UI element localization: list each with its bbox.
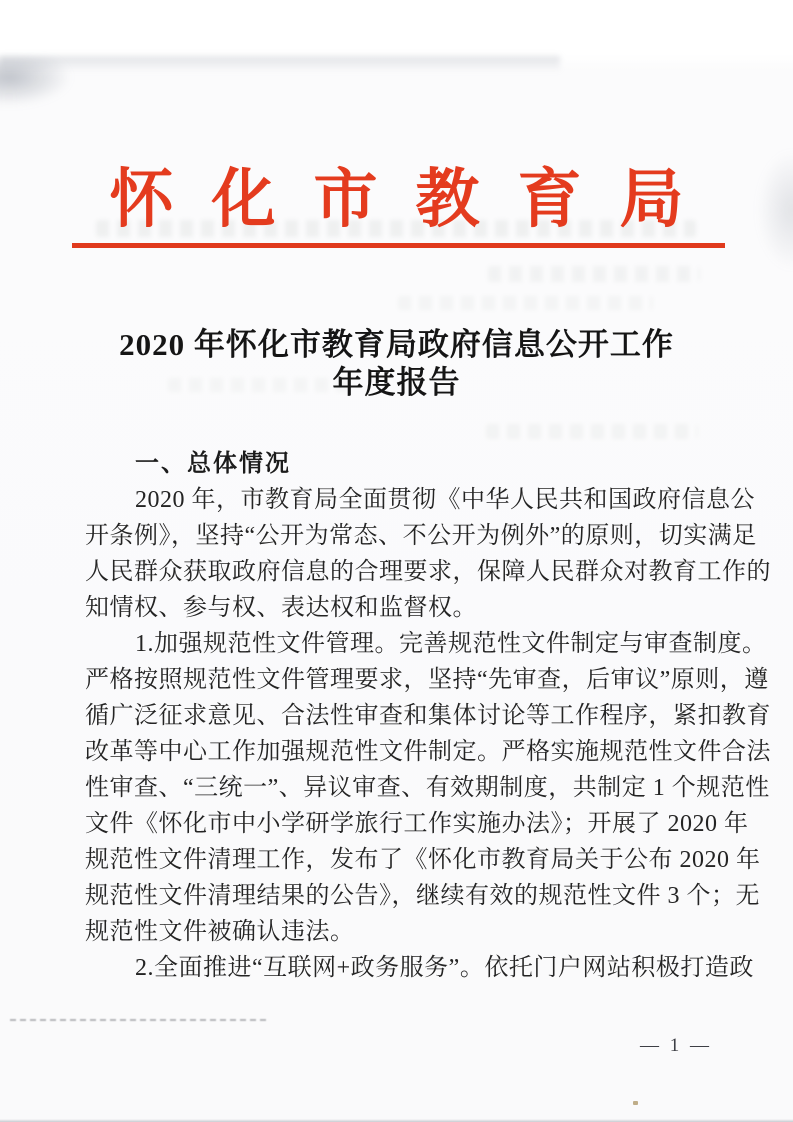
body-line: 知情权、参与权、表达权和监督权。 xyxy=(85,595,477,621)
body-line: 2020 年，市教育局全面贯彻《中华人民共和国政府信息公 xyxy=(135,487,755,513)
body-line: 改革等中心工作加强规范性文件制定。严格实施规范性文件合法 xyxy=(85,739,771,765)
ink-bleed-artifact xyxy=(488,266,700,282)
scan-speck-artifact xyxy=(633,1101,638,1105)
letterhead-divider-rule xyxy=(72,243,725,248)
scan-dash-artifact xyxy=(10,1019,266,1021)
document-title xyxy=(0,326,793,402)
body-line: 一、总体情况 xyxy=(135,450,291,477)
body-line: 循广泛征求意见、合法性审查和集体讨论等工作程序，紧扣教育 xyxy=(85,703,771,729)
body-line: 严格按照规范性文件管理要求，坚持“先审查，后审议”原则，遵 xyxy=(85,667,769,693)
letterhead-org-name: 怀化市教育局 xyxy=(109,164,722,235)
document-title-line1: 2020 年怀化市教育局政府信息公开工作 xyxy=(119,327,674,362)
body-line: 性审查、“三统一”、异议审查、有效期制度，共制定 1 个规范性 xyxy=(85,775,770,801)
body-line: 文件《怀化市中小学研学旅行工作实施办法》；开展了 2020 年 xyxy=(85,811,749,837)
body-line: 规范性文件清理结果的公告》，继续有效的规范性文件 3 个；无 xyxy=(85,883,760,909)
body-line: 规范性文件被确认违法。 xyxy=(85,919,355,945)
body-line: 人民群众获取政府信息的合理要求，保障人民群众对教育工作的 xyxy=(85,559,771,585)
scan-smudge-artifact xyxy=(0,58,72,106)
document-body xyxy=(85,446,771,986)
body-line: 开条例》，坚持“公开为常态、不公开为例外”的原则，切实满足 xyxy=(85,523,757,549)
ink-bleed-artifact xyxy=(486,424,698,439)
ink-bleed-artifact xyxy=(398,296,653,310)
scan-shadow-artifact xyxy=(0,56,560,72)
document-title-line2: 年度报告 xyxy=(332,365,461,400)
body-line: 规范性文件清理工作，发布了《怀化市教育局关于公布 2020 年 xyxy=(85,847,761,873)
body-line: 1.加强规范性文件管理。完善规范性文件制定与审查制度。 xyxy=(135,631,767,657)
page-number: — 1 — xyxy=(640,1035,712,1056)
body-line: 2.全面推进“互联网+政务服务”。依托门户网站积极打造政 xyxy=(135,955,754,981)
